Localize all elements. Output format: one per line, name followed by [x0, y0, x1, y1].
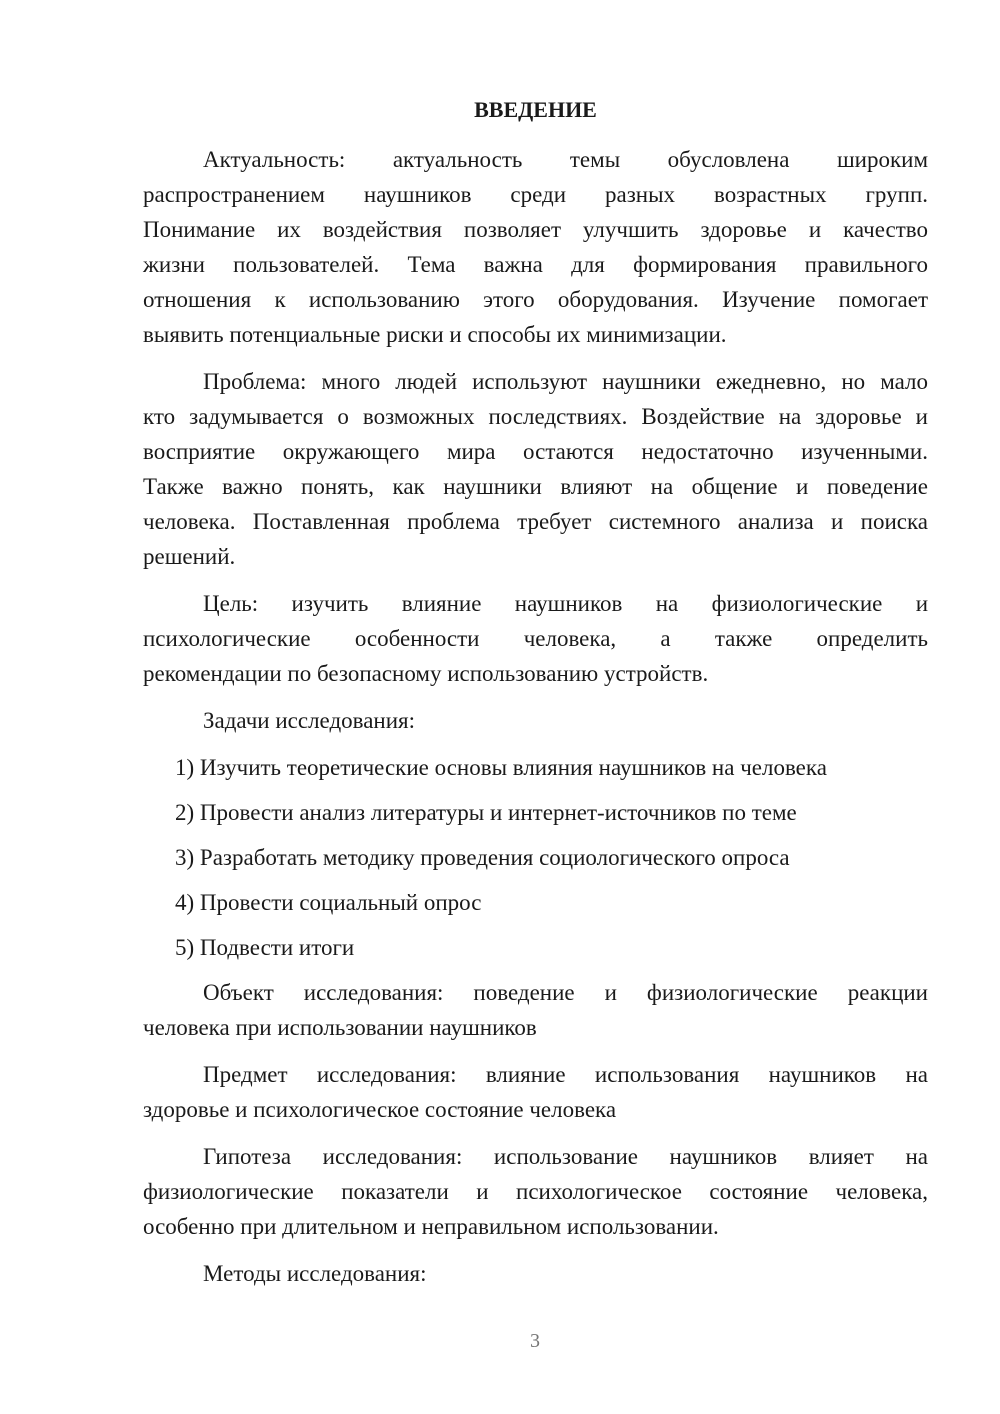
text-line: Также важно понять, как наушники влияют на общение и поведение — [143, 474, 928, 499]
text-line: Цель: изучить влияние наушников на физиологические и — [203, 591, 928, 616]
text-line: Объект исследования: поведение и физиологические реакции — [203, 980, 928, 1005]
text-line: распространением наушников среди разных возрастных групп. — [143, 182, 928, 207]
text-line: Понимание их воздействия позволяет улучшить здоровье и качество — [143, 217, 928, 242]
task-item: 5) Подвести итоги — [175, 935, 355, 960]
text-line: выявить потенциальные риски и способы их минимизации. — [143, 322, 727, 347]
text-line: жизни пользователей. Тема важна для формирования правильного — [143, 252, 928, 277]
task-item: 1) Изучить теоретические основы влияния наушников на человека — [175, 755, 827, 780]
text-line: рекомендации по безопасному использованию устройств. — [143, 661, 709, 686]
paragraph — [143, 142, 928, 352]
paragraph — [143, 975, 928, 1045]
paragraph — [143, 586, 928, 691]
paragraph — [143, 1057, 928, 1127]
text-line: решений. — [143, 544, 236, 569]
text-line: Гипотеза исследования: использование наушников влияет на — [203, 1144, 928, 1169]
text-line: отношения к использованию этого оборудования. Изучение помогает — [143, 287, 928, 312]
text-line: Предмет исследования: влияние использования наушников на — [203, 1062, 928, 1087]
text-line: кто задумывается о возможных последствиях. Воздействие на здоровье и — [143, 404, 928, 429]
section-title: ВВЕДЕНИЕ — [474, 97, 597, 122]
research-paragraphs — [143, 975, 928, 1291]
text-line: физиологические показатели и психологическое состояние человека, — [143, 1179, 928, 1204]
intro-paragraphs — [143, 142, 928, 738]
document-page — [143, 92, 928, 1303]
text-line: восприятие окружающего мира остаются недостаточно изученными. — [143, 439, 928, 464]
text-line: Актуальность: актуальность темы обусловлена широким — [203, 147, 928, 172]
text-line: человека. Поставленная проблема требует системного анализа и поиска — [143, 509, 928, 534]
text-line: Проблема: много людей используют наушники ежедневно, но мало — [203, 369, 928, 394]
text-line: Задачи исследования: — [203, 708, 416, 733]
text-line: здоровье и психологическое состояние человека — [143, 1097, 617, 1122]
page-number: 3 — [530, 1330, 540, 1352]
task-item: 2) Провести анализ литературы и интернет-источников по теме — [175, 800, 797, 825]
paragraph — [143, 364, 928, 574]
tasks-list — [143, 750, 928, 965]
text-line: человека при использовании наушников — [143, 1015, 537, 1040]
task-item: 3) Разработать методику проведения социологического опроса — [175, 845, 790, 870]
text-line: Методы исследования: — [203, 1261, 427, 1286]
paragraph — [143, 1256, 928, 1291]
text-line: особенно при длительном и неправильном использовании. — [143, 1214, 719, 1239]
text-line: психологические особенности человека, а также определить — [143, 626, 928, 651]
task-item: 4) Провести социальный опрос — [175, 890, 482, 915]
paragraph — [143, 1139, 928, 1244]
paragraph — [143, 703, 928, 738]
